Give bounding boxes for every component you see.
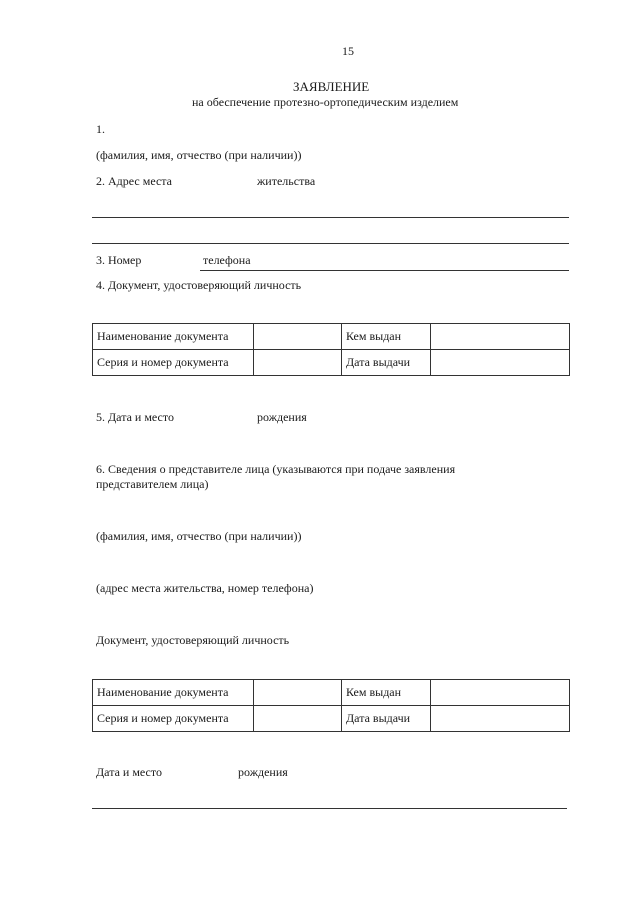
table-cell: Дата выдачи	[342, 350, 431, 376]
section-2-label-continued: жительства	[257, 174, 316, 188]
representative-birth-label: Дата и место	[96, 765, 162, 779]
table-cell	[431, 706, 570, 732]
table-row	[93, 350, 570, 376]
phone-line	[200, 270, 569, 271]
table-cell	[254, 680, 342, 706]
table-cell	[431, 350, 570, 376]
document-title: ЗАЯВЛЕНИЕ	[293, 79, 370, 94]
table-cell	[254, 350, 342, 376]
address-line-1	[92, 217, 569, 218]
section-2-label: 2. Адрес места	[96, 174, 172, 188]
table-cell: Наименование документа	[93, 680, 254, 706]
section-3-label-continued: телефона	[203, 253, 251, 267]
table-cell: Серия и номер документа	[93, 350, 254, 376]
table-row	[93, 706, 570, 732]
representative-birth-label-continued: рождения	[238, 765, 288, 779]
table-row	[93, 324, 570, 350]
table-cell: Дата выдачи	[342, 706, 431, 732]
table-cell	[431, 680, 570, 706]
page-number: 15	[342, 44, 354, 58]
section-4-label: 4. Документ, удостоверяющий личность	[96, 278, 302, 292]
address-line-2	[92, 243, 569, 244]
section-1-caption: (фамилия, имя, отчество (при наличии))	[96, 148, 302, 162]
representative-document-table	[92, 679, 570, 732]
table-cell: Серия и номер документа	[93, 706, 254, 732]
section-1-number: 1.	[96, 122, 105, 136]
table-cell: Наименование документа	[93, 324, 254, 350]
document-subtitle: на обеспечение протезно-ортопедическим изделием	[192, 95, 459, 109]
section-3-label: 3. Номер	[96, 253, 142, 267]
representative-address-caption: (адрес места жительства, номер телефона)	[96, 581, 314, 595]
table-cell	[254, 706, 342, 732]
section-5-label: 5. Дата и место	[96, 410, 174, 424]
representative-name-caption: (фамилия, имя, отчество (при наличии))	[96, 529, 302, 543]
section-6-heading-line-2: представителем лица)	[96, 477, 209, 491]
section-5-label-continued: рождения	[257, 410, 307, 424]
table-row	[93, 680, 570, 706]
table-cell: Кем выдан	[342, 680, 431, 706]
table-cell	[254, 324, 342, 350]
table-cell: Кем выдан	[342, 324, 431, 350]
representative-document-label: Документ, удостоверяющий личность	[96, 633, 290, 647]
birth-place-line	[92, 808, 567, 809]
identity-document-table	[92, 323, 570, 376]
section-6-heading-line-1: 6. Сведения о представителе лица (указываются при подаче заявления	[96, 462, 456, 476]
table-cell	[431, 324, 570, 350]
